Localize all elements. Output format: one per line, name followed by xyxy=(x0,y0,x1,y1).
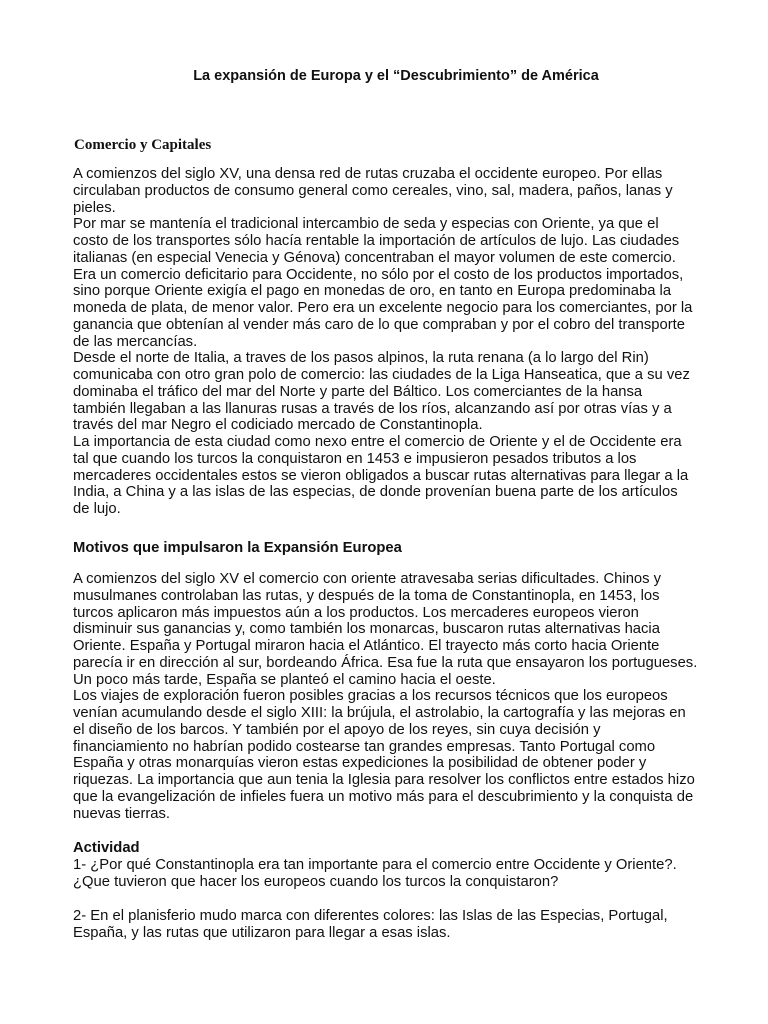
section-body-motivos xyxy=(73,571,698,822)
paragraph: A comienzos del siglo XV, una densa red de rutas cruzaba el occidente europeo. Por ellas circulaban productos de consumo general como cereales, vino, sal, madera, paños, lanas y pieles. xyxy=(73,166,673,216)
activity-item: 1- ¿Por qué Constantinopla era tan importante para el comercio entre Occidente y Oriente?. ¿Que tuvieron que hacer los europeos cuando los turcos la conquistaron? xyxy=(73,857,677,890)
paragraph: La importancia de esta ciudad como nexo entre el comercio de Oriente y el de Occidente era tal que cuando los turcos la conquistaron en 1453 e impusieron pesados tributos a los mercaderes occidentales estos se vieron obligados a buscar rutas alternativas para llegar a la India, a China y a las islas de las especias, de donde provenían buena parte de los artículos de lujo. xyxy=(73,434,689,517)
paragraph: Desde el norte de Italia, a traves de los pasos alpinos, la ruta renana (a lo largo del Rin) comunicaba con otro gran polo de comercio: las ciudades de la Liga Hanseatica, que a su vez dominaba el tráfico del mar del Norte y parte del Báltico. Los comerciantes de la hansa también llegaban a las llanuras rusas a través de los ríos, alcanzando así por otras vías y a través del mar Negro el codiciado mercado de Constantinopla. xyxy=(73,350,690,434)
activity-item: 2- En el planisferio mudo marca con diferentes colores: las Islas de las Especias, Portugal, España, y las rutas que utilizaron para llegar a esas islas. xyxy=(73,908,668,941)
document-title: La expansión de Europa y el “Descubrimiento” de América xyxy=(193,68,599,84)
section-heading-motivos: Motivos que impulsaron la Expansión Europea xyxy=(73,540,402,556)
activity-section xyxy=(73,840,698,942)
section-body-comercio xyxy=(73,166,698,518)
activity-heading: Actividad xyxy=(73,840,140,856)
paragraph: Por mar se mantenía el tradicional intercambio de seda y especias con Oriente, ya que el costo de los transportes sólo hacía rentable la importación de artículos de lujo. Las ciudades italianas (en especial Venecia y Génova) concentraban el mayor volumen de este comercio. Era un comercio deficitario para Occidente, no sólo por el costo de los productos importados, sino porque Oriente exigía el pago en monedas de oro, en tanto en Europa predominaba la moneda de plata, de menor valor. Pero era un excelente negocio para los comerciantes, por la ganancia que obtenían al vender más caro de lo que compraban y por el cobro del transporte de las mercancías. xyxy=(73,216,693,350)
spacer xyxy=(73,891,698,908)
section-heading-comercio: Comercio y Capitales xyxy=(74,137,212,153)
paragraph: Los viajes de exploración fueron posibles gracias a los recursos técnicos que los europeos venían acumulando desde el siglo XIII: la brújula, el astrolabio, la cartografía y las mejoras en el diseño de los barcos. Y también por el apoyo de los reyes, sin cuya decisión y financiamiento no habrían podido costearse tan grandes empresas. Tanto Portugal como España y otras monarquías vieron estas expediciones la posibilidad de obtener poder y riquezas. La importancia que aun tenia la Iglesia para resolver los conflictos entre estados hizo que la evangelización de infieles fuera un motivo más para el descubrimiento y la conquista de nuevas tierras. xyxy=(73,688,695,822)
paragraph: A comienzos del siglo XV el comercio con oriente atravesaba serias dificultades. Chinos y musulmanes controlaban las rutas, y después de la toma de Constantinopla, en 1453, los turcos aplicaron más impuestos aún a los productos. Los mercaderes europeos vieron disminuir sus ganancias y, como también los monarcas, buscaron rutas alternativas hacia Oriente. España y Portugal miraron hacia el Atlántico. El trayecto más corto hacia Oriente parecía ir en dirección al sur, bordeando África. Esa fue la ruta que ensayaron los portugueses. Un poco más tarde, España se planteó el camino hacia el oeste. xyxy=(73,571,698,688)
